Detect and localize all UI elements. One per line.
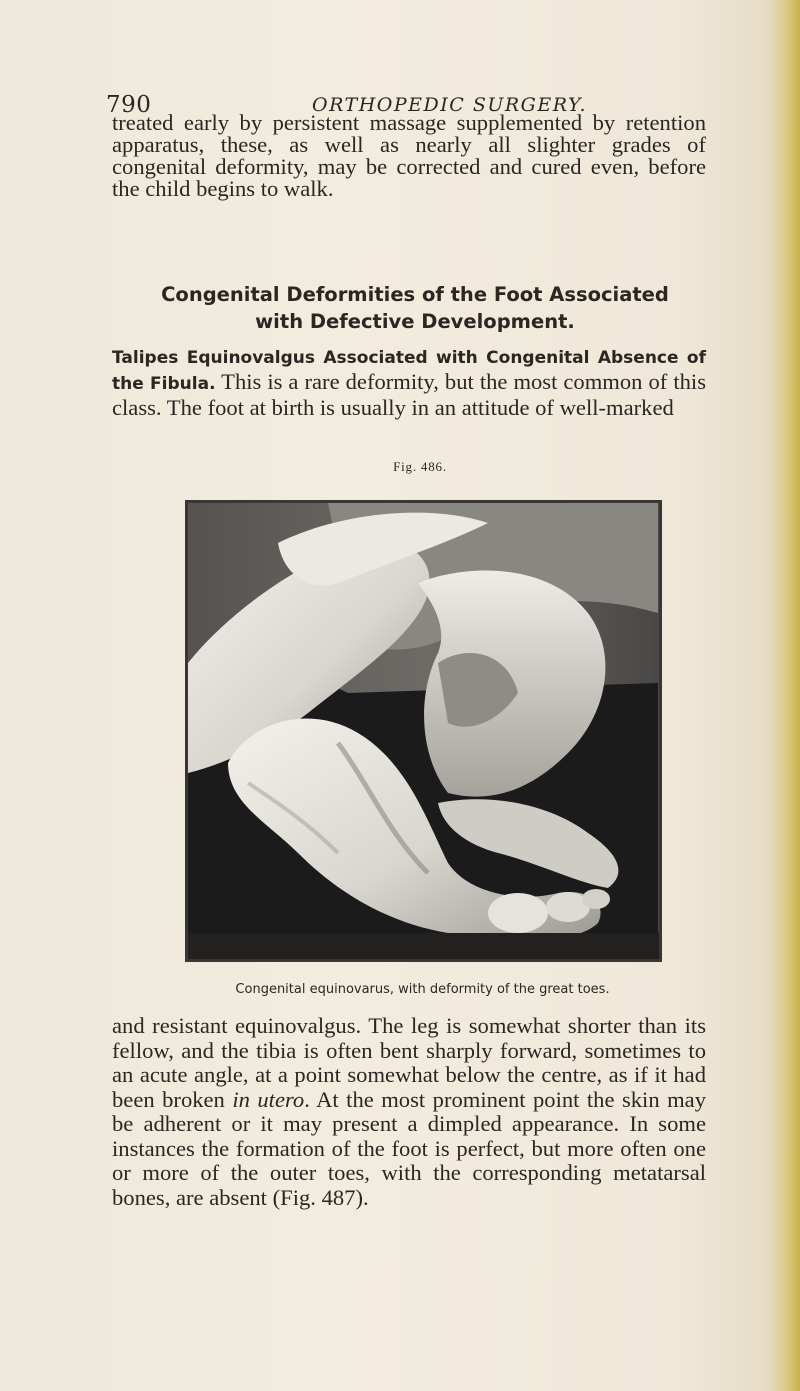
section-heading: Congenital Deformities of the Foot Associated with Defective Development.	[161, 283, 669, 333]
latin-phrase: in utero	[232, 1086, 305, 1112]
paragraph-talipes-text: This is a rare deformity, but the most common of this class. The foot at birth is usually in an attitude of well-marked	[112, 369, 706, 420]
figure-photograph	[185, 500, 662, 962]
figure-label: Fig. 486.	[393, 459, 447, 474]
run-in-heading: Talipes Equinovalgus Associated with Congenital Absence of the Fibula.	[112, 348, 706, 394]
figure-caption: Congenital equinovarus, with deformity of the great toes.	[235, 982, 610, 997]
page-number: 790	[106, 92, 152, 118]
running-head: ORTHOPEDIC SURGERY.	[312, 94, 588, 116]
paragraph-talipes	[112, 344, 706, 420]
paragraph-3-text-a: and resistant equinovalgus. The leg is somewhat shorter than its fellow, and the tibia is often bent sharply forward, sometimes to an acute angle, at a point somewhat below the centre, as if it had been broken	[112, 1013, 706, 1112]
paragraph-continuation: treated early by persistent massage supplemented by retention apparatus, these, as well as nearly all slighter grades of congenital deformity, may be corrected and cured even, before the child begins to walk.	[112, 110, 706, 201]
paragraph-continuation-2	[112, 1014, 706, 1210]
paragraph-3-text-b: . At the most prominent point the skin may be adherent or it may present a dimpled appearance. In some instances the formation of the foot is perfect, but more often one or more of the outer toes, with the corresponding metatarsal bones, are absent (Fig. 487).	[112, 1086, 706, 1210]
